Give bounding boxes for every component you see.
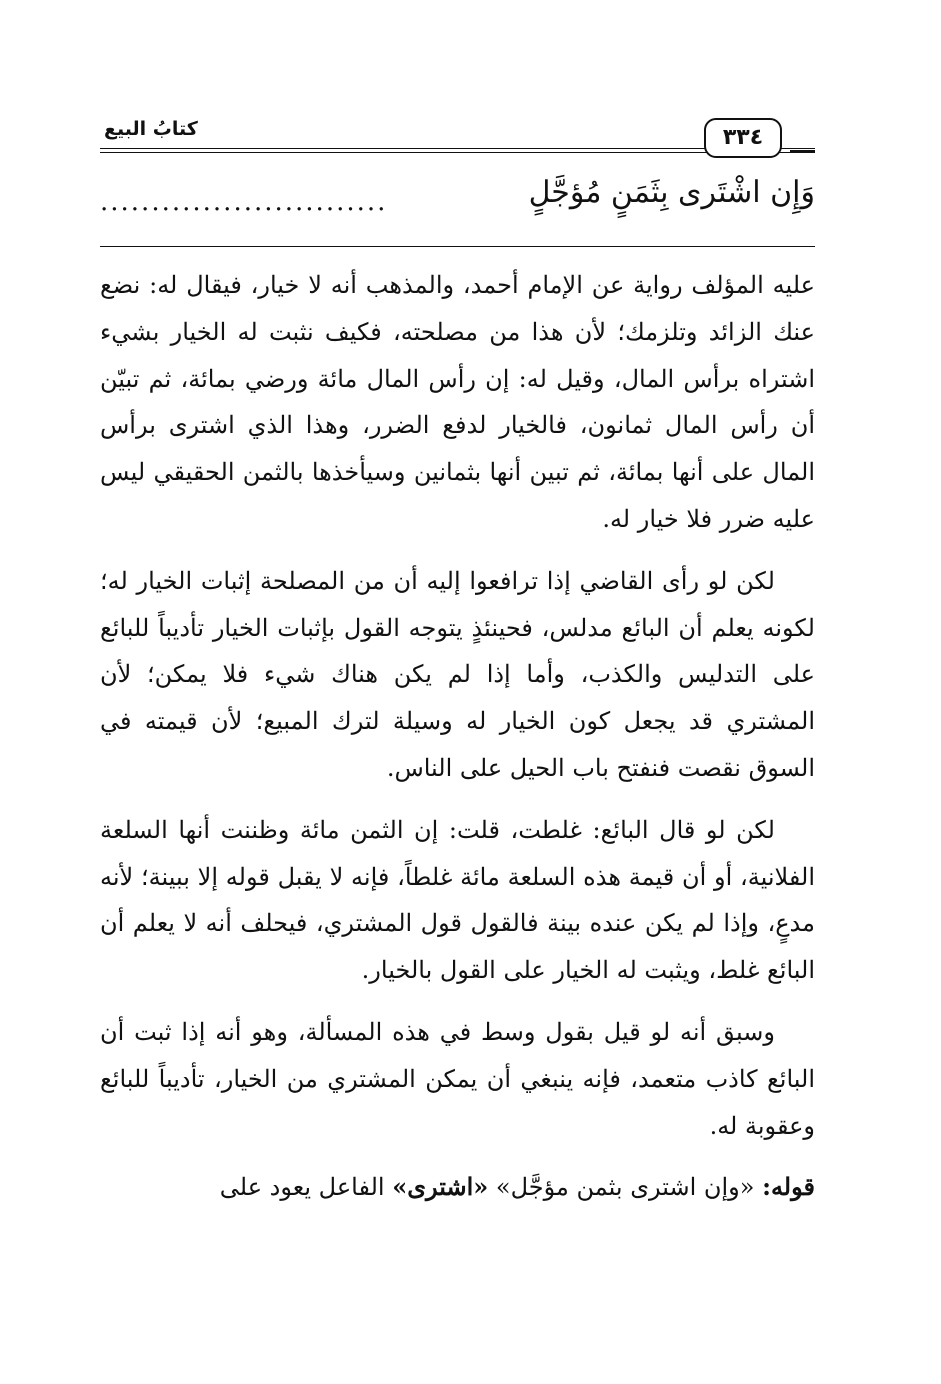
- paragraph: لكن لو قال البائع: غلطت، قلت: إن الثمن مائة وظننت أنها السلعة الفلانية، أو أن قيمة هذه السلعة مائة غلطاً، فإنه لا يقبل قوله إلا ببينة؛ لأنه مدعٍ، وإذا لم يكن عنده بينة فالقول قول المشتري، فيحلف أنه لا يعلم أن البائع غلط، ويثبت له الخيار على القول بالخيار.: [100, 815, 815, 985]
- header-right-mark: [790, 150, 815, 152]
- book-title: كتابُ البيع: [104, 118, 198, 140]
- qawluhu-label: قوله:: [762, 1172, 815, 1202]
- matn-line: [100, 175, 815, 235]
- continuation-text: الفاعل يعود على: [219, 1173, 385, 1202]
- matn-text: وَإِن اشْتَرى بِثَمَنٍ مُؤجَّلٍ: [528, 175, 815, 210]
- paragraph: عليه المؤلف رواية عن الإمام أحمد، والمذهب أنه لا خيار، فيقال له: نضع عنك الزائد وتلزمك؛ لأن هذا من مصلحته، فكيف نثبت له الخيار بشيء اشتراه برأس المال، وقيل له: إن رأس المال مائة ورضي بمائة، ثم تبيّن أن رأس المال ثمانون، فالخيار لدفع الضرر، وهذا الذي اشترى برأس المال على أنها بمائة، ثم تبين أنها بثمانين وسيأخذها بالثمن الحقيقي ليس عليه ضرر فلا خيار له.: [100, 271, 815, 533]
- commentary-body: [100, 262, 815, 1211]
- matn-quote: «وإن اشترى بثمن مؤجَّل»: [495, 1173, 755, 1202]
- page-header: [100, 112, 815, 162]
- last-line: [100, 1164, 815, 1211]
- verb-quote: «اشترى»: [392, 1172, 489, 1202]
- paragraph: وسبق أنه لو قيل بقول وسط في هذه المسألة، وهو أنه إذا ثبت أن البائع كاذب متعمد، فإنه ينبغي أن يمكن المشتري من الخيار، تأديباً للبائع وعقوبة له.: [100, 1017, 815, 1140]
- page-number: ٣٣٤: [704, 118, 782, 158]
- matn-divider: [100, 246, 815, 247]
- paragraph: لكن لو رأى القاضي إذا ترافعوا إليه أن من المصلحة إثبات الخيار له؛ لكونه يعلم أن البائع مدلس، فحينئذٍ يتوجه القول بإثبات الخيار تأديباً للبائع على التدليس والكذب، وأما إذا لم يكن هناك شيء فلا يمكن؛ لأن المشتري قد يجعل كون الخيار له وسيلة لترك المبيع؛ لأن قيمته في السوق نقصت فنفتح باب الحيل على الناس.: [100, 566, 815, 782]
- matn-dots: ............................: [100, 187, 388, 217]
